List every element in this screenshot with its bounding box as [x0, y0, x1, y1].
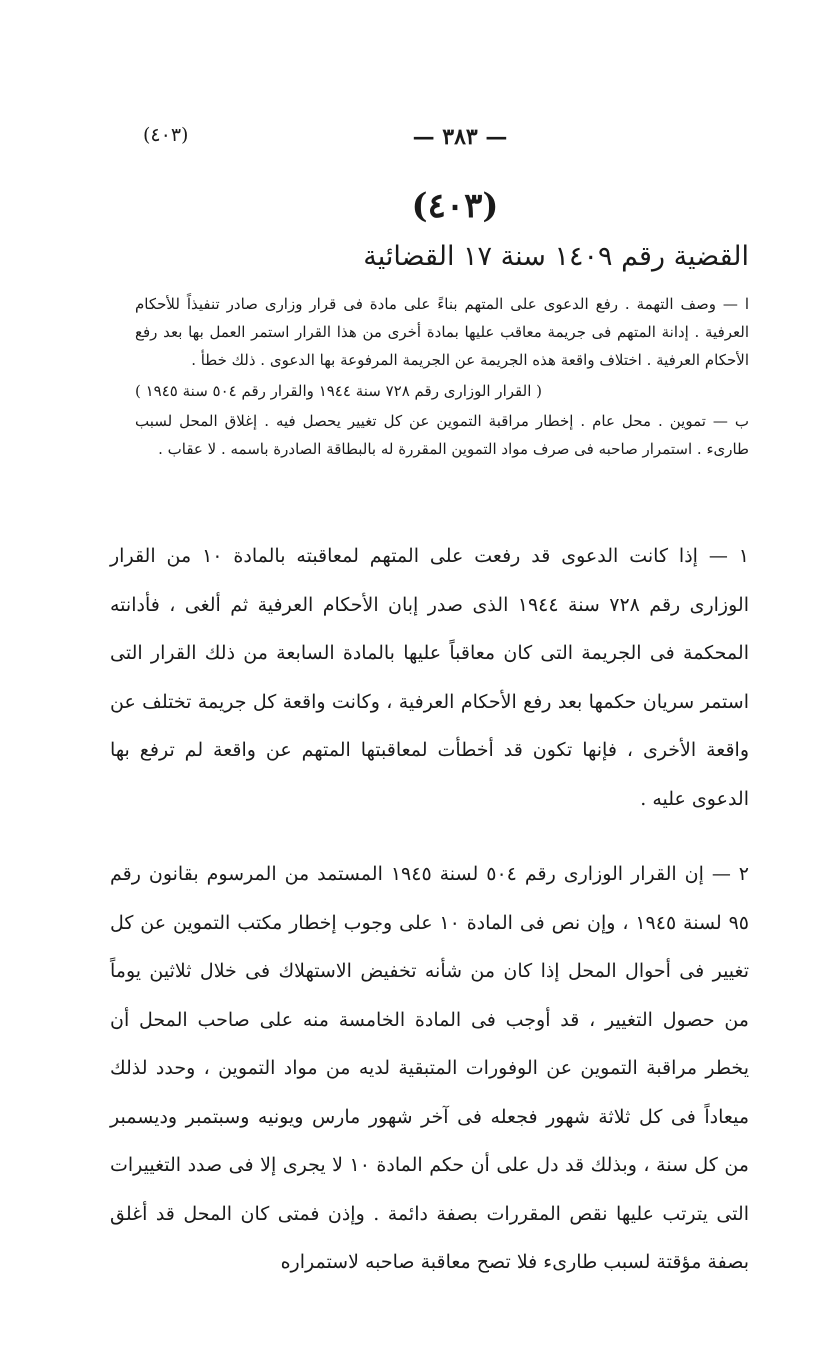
case-title: القضية رقم ١٤٠٩ سنة ١٧ القضائية [363, 241, 749, 272]
page-number: — ٣٨٣ — [412, 124, 508, 150]
case-summary [135, 290, 749, 463]
ruling-paragraph-2: ٢ — إن القرار الوزارى رقم ٥٠٤ لسنة ١٩٤٥ المستمد من المرسوم بقانون رقم ٩٥ لسنة ١٩٤٥ ، وإن نص فى المادة ١٠ على وجوب إخطار مكتب التموين عن كل تغيير فى أحوال المحل إذا كان من شأنه تخفيض الاستهلاك فى خلال ثلاثين يوماً من حصول التغيير ، قد أوجب فى المادة الخامسة منه على صاحب المحل أن يخطر مراقبة التموين عن الوفورات المتبقية لديه من مواد التموين ، وحدد لذلك ميعاداً فى كل ثلاثة شهور فجعله فى آخر شهور مارس ويونيه وسبتمبر وديسمبر من كل سنة ، وبذلك قد دل على أن حكم المادة ١٠ لا يجرى إلا فى صدد التغييرات التى يترتب عليها نقص المقررات بصفة دائمة . وإذن فمتى كان المحل قد أغلق بصفة مؤقتة لسبب طارىء فلا تصح معاقبة صاحبه لاستمراره [110, 863, 749, 1273]
ruling-body [110, 532, 749, 1287]
summary-point-b: ب — تموين . محل عام . إخطار مراقبة التموين عن كل تغيير يحصل فيه . إغلاق المحل لسبب طارىء . استمرار صاحبه فى صرف مواد التموين المقررة له بالبطاقة الصادرة باسمه . لا عقاب . [135, 412, 749, 458]
case-number-heading: (٤٠٣) [411, 186, 499, 226]
corner-case-reference: (٤٠٣) [143, 124, 189, 146]
legal-references: ( القرار الوزارى رقم ٧٢٨ سنة ١٩٤٤ والقرار رقم ٥٠٤ سنة ١٩٤٥ ) [135, 382, 542, 400]
summary-point-a: ا — وصف التهمة . رفع الدعوى على المتهم بناءً على مادة فى قرار وزارى صادر تنفيذاً للأحكام العرفية . إدانة المتهم فى جريمة معاقب عليها بمادة أخرى من هذا القرار استمر العمل بها بعد رفع الأحكام العرفية . اختلاف واقعة هذه الجريمة عن الجريمة المرفوعة بها الدعوى . ذلك خطأ . [135, 295, 749, 369]
ruling-paragraph-1: ١ — إذا كانت الدعوى قد رفعت على المتهم لمعاقبته بالمادة ١٠ من القرار الوزارى رقم ٧٢٨ سنة ١٩٤٤ الذى صدر إبان الأحكام العرفية ثم ألغى ، فأدانته المحكمة فى الجريمة التى كان معاقباً عليها بالمادة السابعة من ذلك القرار التى استمر سريان حكمها بعد رفع الأحكام العرفية ، وكانت واقعة كل جريمة تختلف عن واقعة الأخرى ، فإنها تكون قد أخطأت لمعاقبتها المتهم عن واقعة لم ترفع بها الدعوى عليه . [110, 545, 749, 810]
